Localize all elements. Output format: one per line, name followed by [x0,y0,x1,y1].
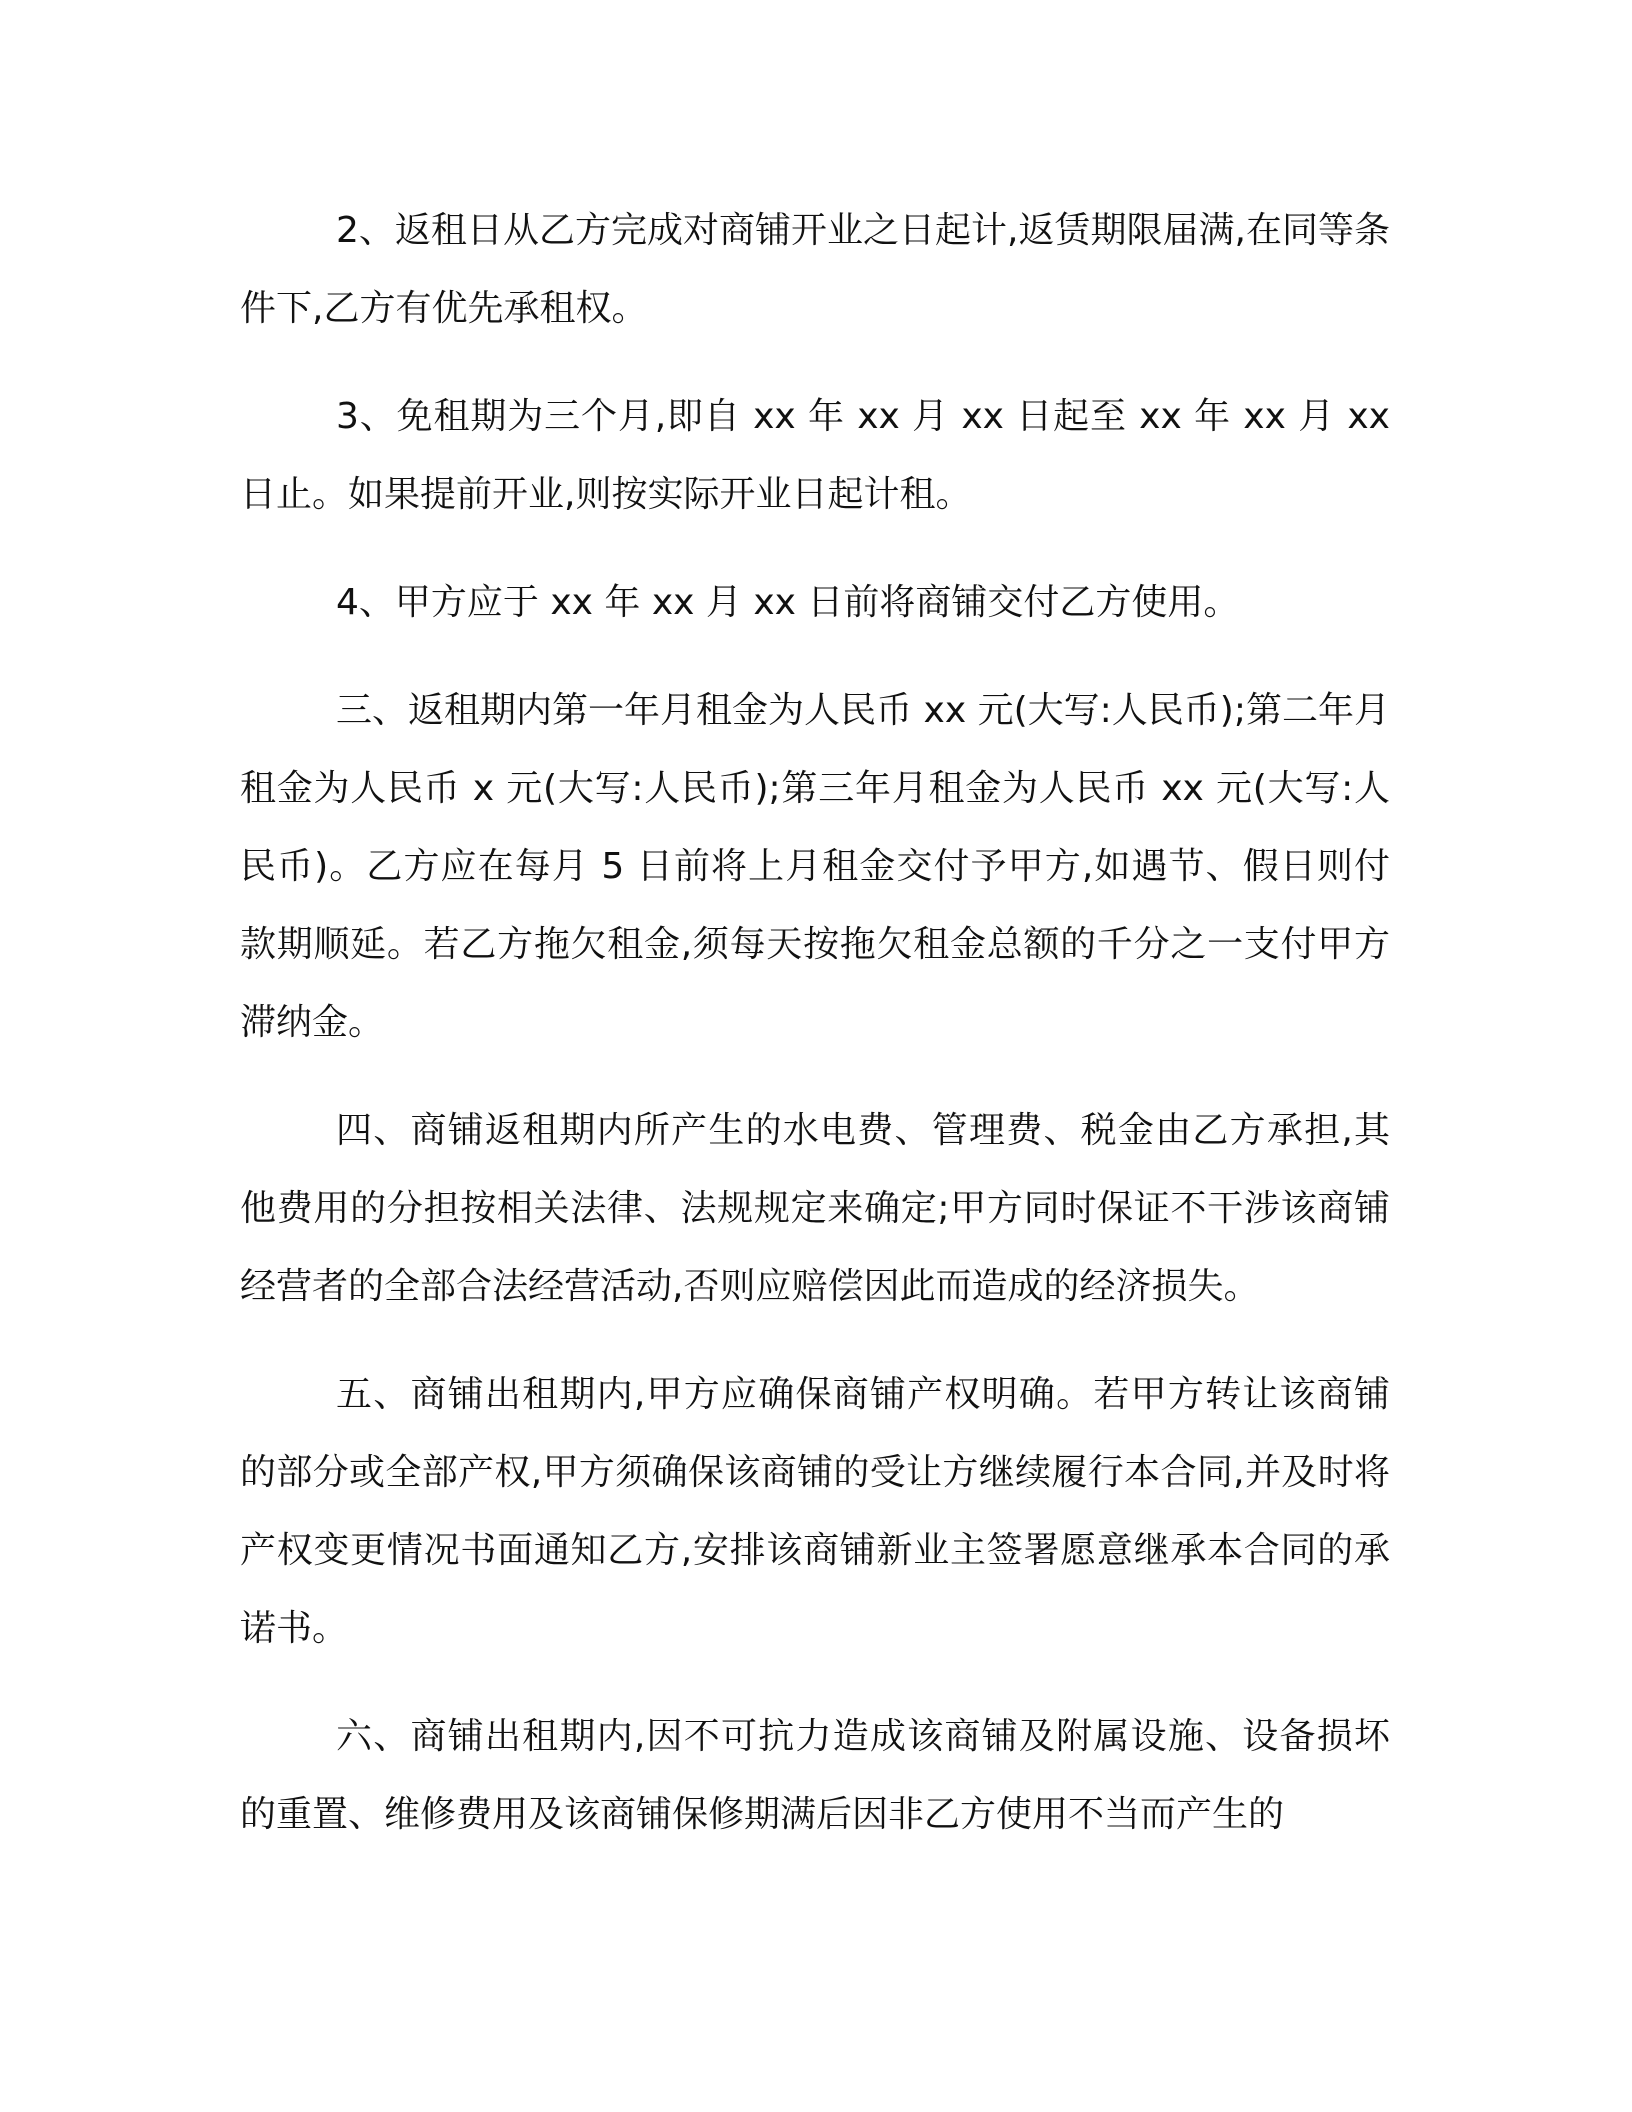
paragraph-section-six-force-majeure: 六、商铺出租期内,因不可抗力造成该商铺及附属设施、设备损坏的重置、维修费用及该商铺保修期满后因非乙方使用不当而产生的 [240,1716,1390,1835]
paragraph-section-four-fees: 四、商铺返租期内所产生的水电费、管理费、税金由乙方承担,其他费用的分担按相关法律、法规规定来确定;甲方同时保证不干涉该商铺经营者的全部合法经营活动,否则应赔偿因此而造成的经济损失。 [240,1110,1390,1307]
paragraph-rent-free-period: 3、免租期为三个月,即自 xx 年 xx 月 xx 日起至 xx 年 xx 月 xx 日止。如果提前开业,则按实际开业日起计租。 [240,396,1390,515]
paragraph-delivery-date: 4、甲方应于 xx 年 xx 月 xx 日前将商铺交付乙方使用。 [336,582,1240,623]
paragraph-section-five-ownership: 五、商铺出租期内,甲方应确保商铺产权明确。若甲方转让该商铺的部分或全部产权,甲方须确保该商铺的受让方继续履行本合同,并及时将产权变更情况书面通知乙方,安排该商铺新业主签署愿意继承本合同的承诺书。 [240,1374,1390,1649]
paragraph-return-rent-date: 2、返租日从乙方完成对商铺开业之日起计,返赁期限届满,在同等条件下,乙方有优先承租权。 [240,210,1390,329]
document-body [240,192,1390,1854]
paragraph-section-three-rent: 三、返租期内第一年月租金为人民币 xx 元(大写:人民币);第二年月租金为人民币 x 元(大写:人民币);第三年月租金为人民币 xx 元(大写:人民币)。乙方应在每月 5 日前将上月租金交付予甲方,如遇节、假日则付款期顺延。若乙方拖欠租金,须每天按拖欠租金总额的千分之一支付甲方滞纳金。 [240,690,1390,1043]
